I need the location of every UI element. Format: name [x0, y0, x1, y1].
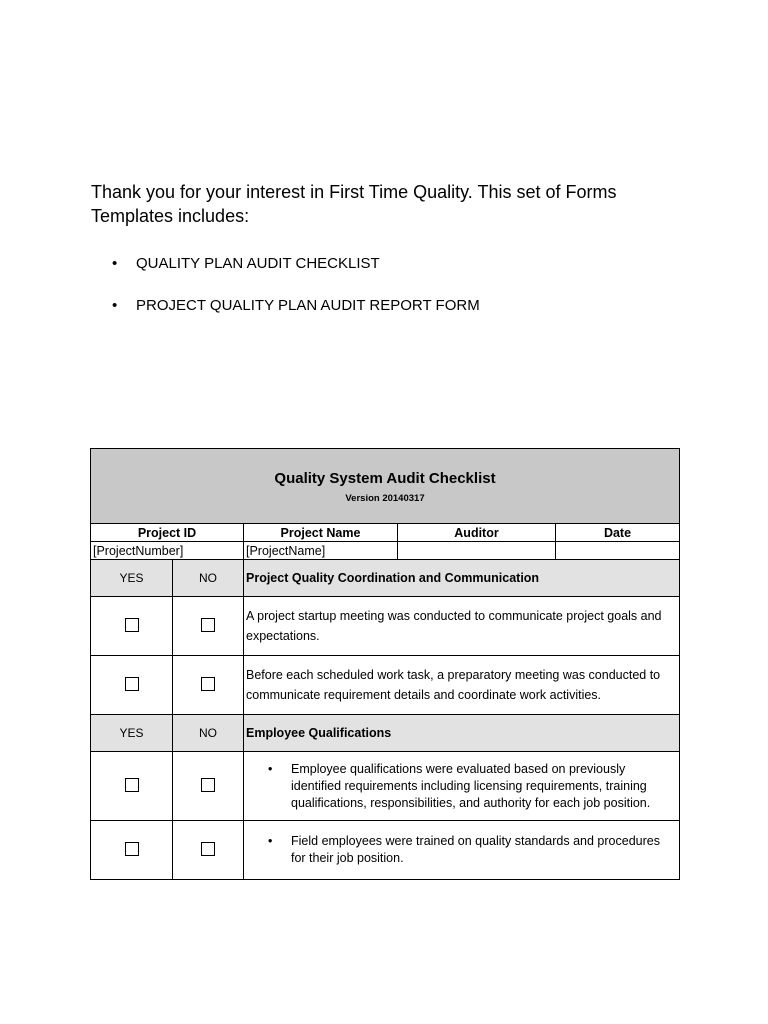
yes-cell	[91, 656, 173, 715]
date-field[interactable]	[556, 542, 680, 560]
section-title: Project Quality Coordination and Communication	[244, 560, 680, 597]
project-name-field[interactable]: [ProjectName]	[244, 542, 398, 560]
checklist-item-cell	[244, 752, 680, 821]
checklist-item-text: A project startup meeting was conducted to communicate project goals and expectations.	[244, 597, 680, 656]
yes-checkbox[interactable]	[125, 618, 139, 632]
list-item-label: PROJECT QUALITY PLAN AUDIT REPORT FORM	[136, 297, 480, 314]
list-item-label: QUALITY PLAN AUDIT CHECKLIST	[136, 255, 380, 272]
yes-cell	[91, 752, 173, 821]
list-item	[112, 295, 480, 337]
bullet-icon: •	[268, 761, 273, 776]
checklist-item-text: Employee qualifications were evaluated based on previously identified requirements including licensing requirements, training qualifications, responsibilities, and authority for each job position.	[291, 761, 651, 810]
yes-checkbox[interactable]	[125, 677, 139, 691]
bullet-icon: •	[268, 834, 273, 848]
no-cell	[173, 656, 244, 715]
template-list	[112, 253, 480, 337]
section-title: Employee Qualifications	[244, 715, 680, 752]
checklist-version: Version 20140317	[345, 493, 425, 504]
checklist-item-cell	[244, 821, 680, 880]
yes-column-header: YES	[91, 560, 173, 597]
project-id-field[interactable]: [ProjectNumber]	[91, 542, 244, 560]
yes-column-header: YES	[91, 715, 173, 752]
no-checkbox[interactable]	[201, 618, 215, 632]
yes-checkbox[interactable]	[125, 778, 139, 792]
no-checkbox[interactable]	[201, 778, 215, 792]
header-date: Date	[556, 524, 680, 542]
bullet-icon: •	[112, 255, 118, 272]
yes-cell	[91, 821, 173, 880]
checklist-title: Quality System Audit Checklist	[274, 470, 496, 487]
header-project-id: Project ID	[91, 524, 244, 542]
no-column-header: NO	[173, 560, 244, 597]
auditor-field[interactable]	[398, 542, 556, 560]
checklist-item-text: Before each scheduled work task, a preparatory meeting was conducted to communicate requirement details and coordinate work activities.	[244, 656, 680, 715]
header-project-name: Project Name	[244, 524, 398, 542]
no-checkbox[interactable]	[201, 842, 215, 856]
no-cell	[173, 752, 244, 821]
yes-cell	[91, 597, 173, 656]
no-cell	[173, 821, 244, 880]
header-auditor: Auditor	[398, 524, 556, 542]
audit-checklist-table	[90, 448, 680, 880]
bullet-icon: •	[112, 297, 118, 314]
no-checkbox[interactable]	[201, 677, 215, 691]
yes-checkbox[interactable]	[125, 842, 139, 856]
list-item	[112, 253, 480, 295]
no-cell	[173, 597, 244, 656]
intro-text: Thank you for your interest in First Time Quality. This set of Forms Templates includes:	[91, 182, 617, 226]
checklist-item-text: Field employees were trained on quality standards and procedures for their job position.	[291, 834, 660, 865]
no-column-header: NO	[173, 715, 244, 752]
checklist-title-block	[91, 449, 680, 524]
